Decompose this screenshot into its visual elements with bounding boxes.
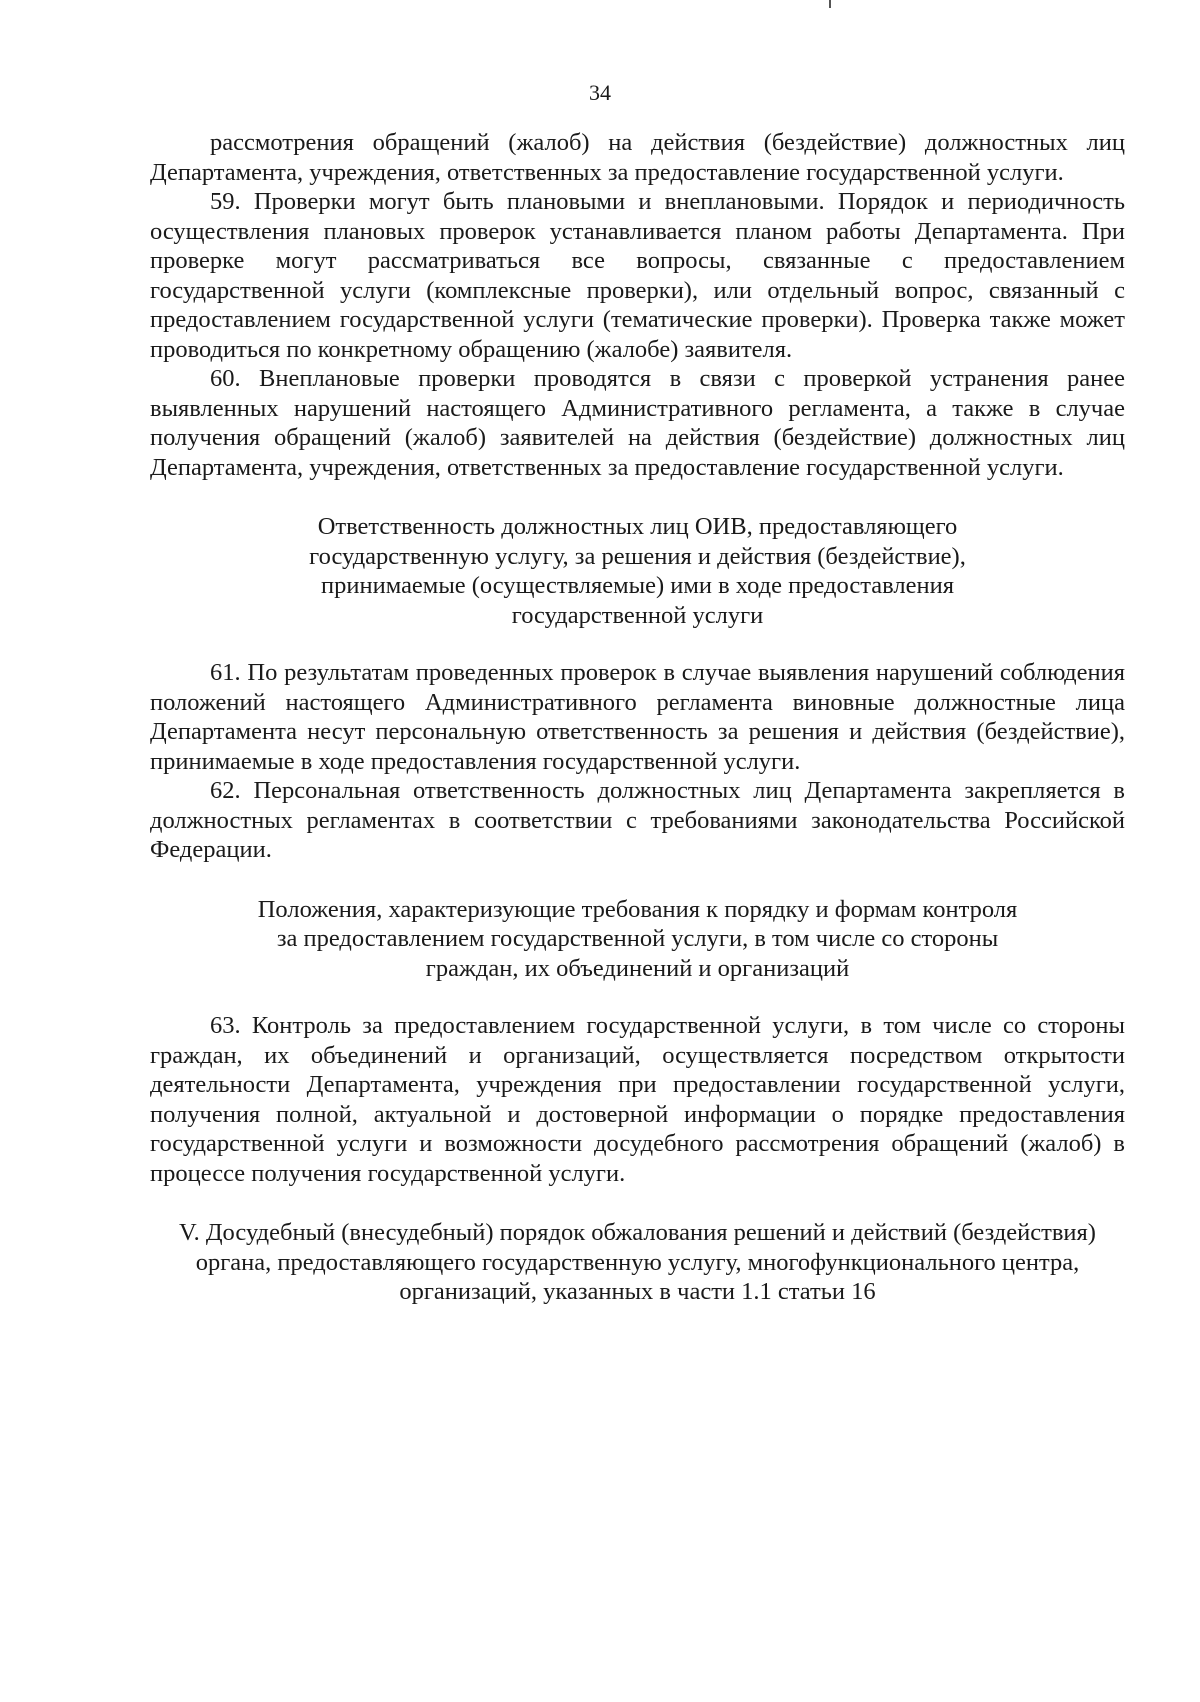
heading-responsibility: Ответственность должностных лиц ОИВ, предоставляющего государственную услугу, за решения и действия (бездействие), принимаемые (осуществляемые) ими в ходе предоставления государственной услуги	[309, 513, 966, 629]
heading-control-requirements: Положения, характеризующие требования к порядку и формам контроля за предоставлением государственной услуги, в том числе со стороны граждан, их объединений и организаций	[257, 895, 1018, 982]
document-body	[150, 128, 1125, 1307]
page-number: 34	[589, 80, 611, 105]
paragraph-60: 60. Внеплановые проверки проводятся в связи с проверкой устранения ранее выявленных нарушений настоящего Административного регламента, а также в случае получения обращений (жалоб) заявителей на действия (бездействие) должностных лиц Департамента, учреждения, ответственных за предоставление государственной услуги.	[150, 365, 1125, 481]
paragraph-58-continuation: рассмотрения обращений (жалоб) на действия (бездействие) должностных лиц Департамента, учреждения, ответственных за предоставление государственной услуги.	[150, 129, 1125, 186]
paragraph-61: 61. По результатам проведенных проверок в случае выявления нарушений соблюдения положений настоящего Административного регламента виновные должностные лица Департамента несут персональную ответственность за решения и действия (бездействие), принимаемые в ходе предоставления государственной услуги.	[150, 659, 1125, 775]
scan-mark	[829, 0, 831, 8]
heading-section-v: V. Досудебный (внесудебный) порядок обжалования решений и действий (бездействия) органа, предоставляющего государственную услугу, многофункционального центра, организаций, указанных в части 1.1 статьи 16	[179, 1219, 1096, 1305]
paragraph-63: 63. Контроль за предоставлением государственной услуги, в том числе со стороны граждан, их объединений и организаций, осуществляется посредством открытости деятельности Департамента, учреждения при предоставлении государственной услуги, получения полной, актуальной и достоверной информации о порядке предоставления государственной услуги и возможности досудебного рассмотрения обращений (жалоб) в процессе получения государственной услуги.	[150, 1012, 1125, 1187]
paragraph-59: 59. Проверки могут быть плановыми и внеплановыми. Порядок и периодичность осуществления плановых проверок устанавливается планом работы Департамента. При проверке могут рассматриваться все вопросы, связанные с предоставлением государственной услуги (комплексные проверки), или отдельный вопрос, связанный с предоставлением государственной услуги (тематические проверки). Проверка также может проводиться по конкретному обращению (жалобе) заявителя.	[150, 188, 1125, 363]
paragraph-62: 62. Персональная ответственность должностных лиц Департамента закрепляется в должностных регламентах в соответствии с требованиями законодательства Российской Федерации.	[150, 777, 1125, 863]
